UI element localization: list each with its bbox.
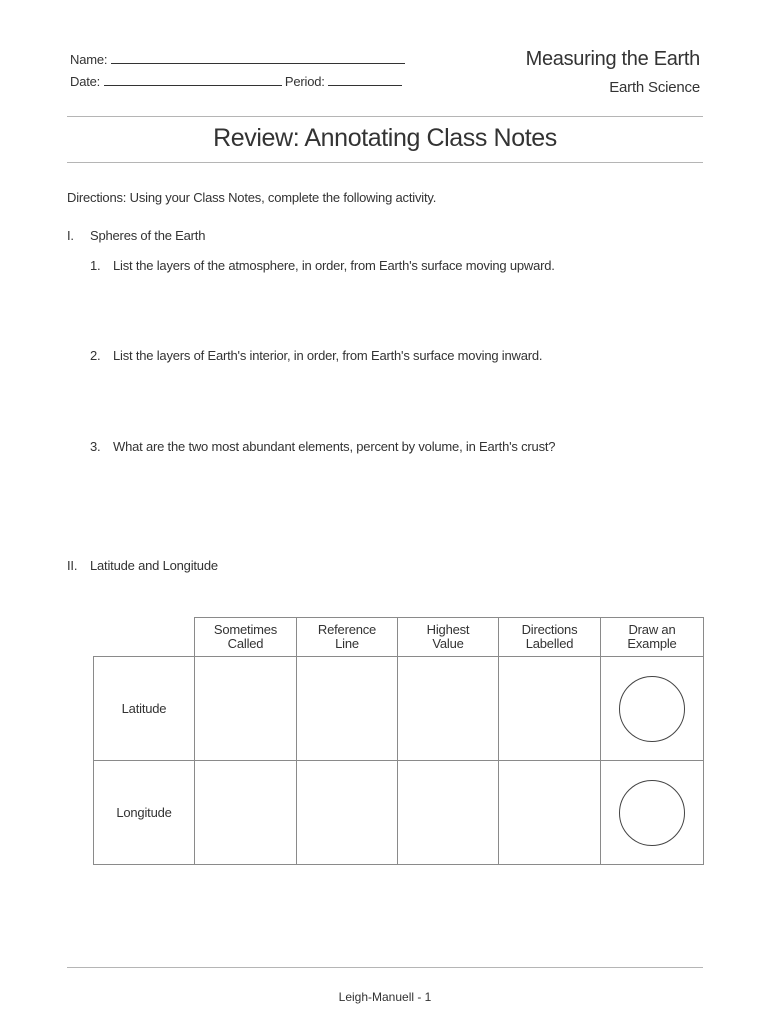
subject-label: Earth Science <box>609 79 700 96</box>
header-sometimes-called: Sometimes Called <box>195 618 297 657</box>
section-1-title: Spheres of the Earth <box>90 228 206 243</box>
row-label-longitude: Longitude <box>94 761 195 865</box>
table-header-row <box>94 618 704 657</box>
answer-cell[interactable] <box>499 761 601 865</box>
section-1-numeral: I. <box>67 228 74 243</box>
header-reference-line: Reference Line <box>297 618 398 657</box>
date-blank[interactable] <box>104 74 282 86</box>
name-field[interactable] <box>70 52 415 67</box>
answer-cell[interactable] <box>195 761 297 865</box>
period-label: Period: <box>284 74 325 89</box>
section-2-heading <box>67 558 218 573</box>
header-draw-an-example: Draw an Example <box>601 618 704 657</box>
top-divider <box>67 116 703 117</box>
directions <box>67 190 436 205</box>
footer-text: Leigh-Manuell - 1 <box>338 990 432 1004</box>
answer-cell[interactable] <box>195 657 297 761</box>
section-2-numeral: II. <box>67 558 78 573</box>
table-corner <box>94 618 195 657</box>
header-directions-labelled: Directions Labelled <box>499 618 601 657</box>
title-divider <box>67 162 703 163</box>
question-2 <box>90 348 542 363</box>
date-label: Date: <box>70 74 101 89</box>
drawing-cell[interactable] <box>601 761 704 865</box>
document-title: Measuring the Earth <box>525 48 700 70</box>
table-row-longitude <box>94 761 704 865</box>
question-3 <box>90 439 555 454</box>
answer-cell[interactable] <box>297 761 398 865</box>
date-period-field[interactable] <box>70 74 415 89</box>
footer-divider <box>67 967 703 968</box>
question-text: List the layers of Earth's interior, in order, from Earth's surface moving inward. <box>113 348 543 363</box>
period-blank[interactable] <box>328 74 402 86</box>
drawing-cell[interactable] <box>601 657 704 761</box>
section-2-title: Latitude and Longitude <box>90 558 218 573</box>
name-blank[interactable] <box>111 52 405 64</box>
question-text: List the layers of the atmosphere, in order, from Earth's surface moving upward. <box>113 258 555 273</box>
table-row-latitude <box>94 657 704 761</box>
row-label-latitude: Latitude <box>94 657 195 761</box>
answer-cell[interactable] <box>297 657 398 761</box>
directions-text: Using your Class Notes, complete the following activity. <box>129 190 437 205</box>
directions-label: Directions: <box>67 190 127 205</box>
question-1 <box>90 258 555 273</box>
question-number: 2. <box>90 348 101 363</box>
worksheet-title: Review: Annotating Class Notes <box>213 124 557 152</box>
section-1-heading <box>67 228 205 243</box>
answer-cell[interactable] <box>398 657 499 761</box>
answer-cell[interactable] <box>398 761 499 865</box>
answer-cell[interactable] <box>499 657 601 761</box>
globe-circle <box>619 780 685 846</box>
globe-circle <box>619 676 685 742</box>
name-label: Name: <box>70 52 108 67</box>
header-highest-value: Highest Value <box>398 618 499 657</box>
lat-long-table <box>93 617 704 865</box>
question-text: What are the two most abundant elements, percent by volume, in Earth's crust? <box>113 439 556 454</box>
question-number: 3. <box>90 439 101 454</box>
question-number: 1. <box>90 258 101 273</box>
